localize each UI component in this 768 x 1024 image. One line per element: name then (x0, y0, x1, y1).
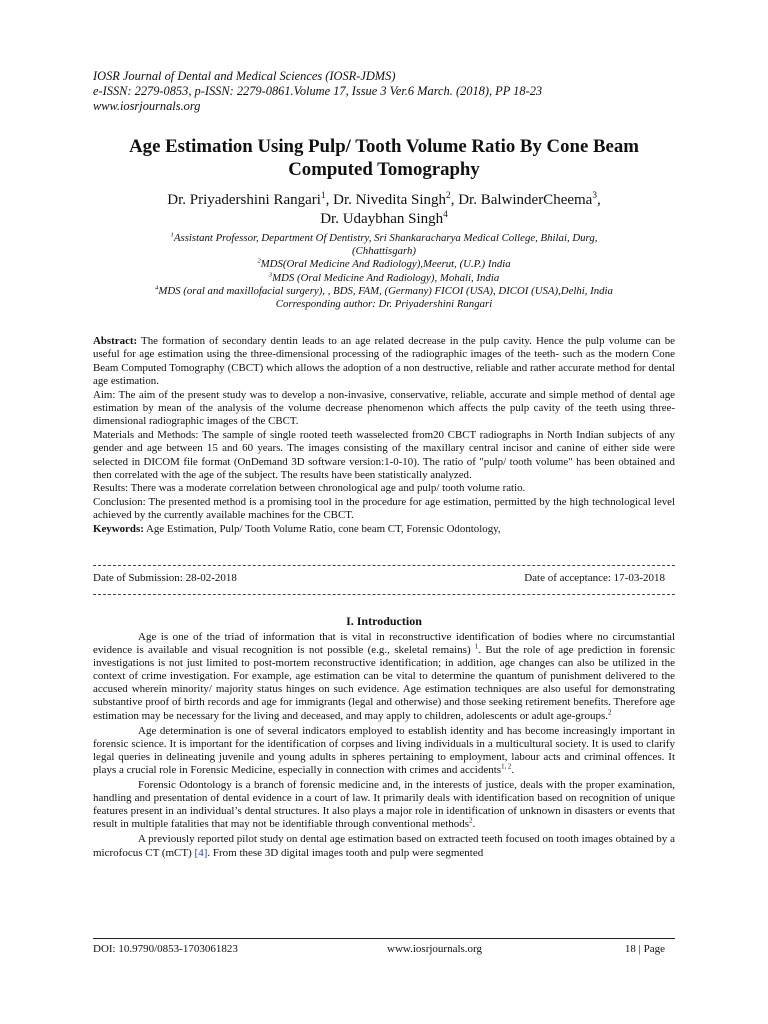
abstract-intro (93, 335, 675, 389)
affiliations (60, 232, 708, 311)
abstract-label: Abstract: (93, 335, 138, 347)
affiliation-1-line-2: (Chhattisgarh) (352, 245, 416, 258)
paragraph-3 (93, 779, 675, 831)
footer-doi: DOI: 10.9790/0853-1703061823 (93, 943, 238, 955)
affiliation-1-sup: 1 (170, 231, 174, 239)
affiliation-1-line-1: Assistant Professor, Department Of Dentistry, Sri Shankaracharya Medical College, Bhilai, Durg, (173, 232, 598, 244)
author-3-sup: 3 (592, 191, 597, 201)
abstract (93, 335, 675, 536)
paragraph-2 (93, 725, 675, 777)
author-4-sup: 4 (443, 210, 448, 220)
affiliation-3-text: MDS (Oral Medicine And Radiology), Mohali, India (272, 271, 500, 284)
reference-link-4[interactable]: [4] (194, 846, 208, 859)
abstract-methods: Materials and Methods: The sample of single rooted teeth wasselected from20 CBCT radiographs in North Indian subjects of any gender and age between 15 and 60 years. The images consisting of the maxillary central incisor and canine of either side were selected in DICOM file format (OnDemand 3D software version:1-0-10). The ratio of "pulp/ tooth volume" has been obtained and then correlated with the age of the subject. The results have been statistically analyzed. (93, 428, 675, 482)
affiliation-1 (60, 232, 708, 245)
paragraph-1 (93, 631, 675, 723)
paragraph-4-text-a: A previously reported pilot study on dental age estimation based on extracted teeth focused on tooth images obtained by a microfocus CT (mCT) (93, 833, 675, 859)
citation-1: 1 (474, 643, 479, 651)
dashed-divider-bottom (93, 594, 675, 595)
paragraph-2-text-a: Age determination is one of several indicators employed to establish identity and has become increasingly important in forensic science. It is important for the identification of corpses and living individuals in a multicultural society. It is used to clarify legal queries in delineating juvenile and young adults in spheres pertaining to employment, labour acts and criminal offences. It plays a crucial role in Forensic Medicine, especially in connection with crimes and accidents (93, 724, 675, 776)
author-separator: , (597, 192, 601, 208)
journal-header (93, 69, 542, 114)
journal-issn: e-ISSN: 2279-0853, p-ISSN: 2279-0861.Volume 17, Issue 3 Ver.6 March. (2018), PP 18-23 (93, 84, 543, 98)
paragraph-1-text-a: Age is one of the triad of information that is vital in reconstructive identification of bodies where no circumstantial evidence is available and visual recognition is not possible (e.g., skeletal remains) (93, 631, 675, 657)
citation-2: 2 (608, 708, 612, 716)
footer-website: www.iosrjournals.org (387, 943, 483, 955)
author-line-2 (60, 210, 708, 229)
title-line-1: Age Estimation Using Pulp/ Tooth Volume Ratio By Cone Beam (129, 136, 639, 157)
paragraph-2-text-b: . (511, 763, 515, 776)
affiliation-4 (60, 285, 708, 298)
title-line-2: Computed Tomography (288, 159, 480, 180)
abstract-aim: Aim: The aim of the present study was to develop a non-invasive, conservative, reliable, accurate and simple method of dental age estimation by mean of the analysis of the volume decrease phenomenon which affects the pulp cavity of the teeth using three-dimensional radiographic images of the CBCT. (93, 388, 675, 428)
paragraph-3-text-b: . (472, 818, 476, 831)
author-line-1 (60, 191, 708, 210)
affiliation-4-text: MDS (oral and maxillofacial surgery), , BDS, FAM, (Germany) FICOI (USA), DICOI (USA),Delhi, India (158, 284, 613, 297)
abstract-conclusion: Conclusion: The presented method is a promising tool in the procedure for age estimation, permitted by the high technological level achieved by the currently available machines for the CBCT. (93, 495, 675, 522)
paragraph-3-text-a: Forensic Odontology is a branch of forensic medicine and, in the interests of justice, deals with the proper examination, handling and presentation of dental evidence in a court of law. It primarily deals with identification based on recognition of unique features present in an individual’s dental structures. It also plays a major role in identification of unknown in disasters or events that result in multiple fatalities that may not be identifiable through conventional methods (93, 779, 675, 831)
corresponding-author: Corresponding author: Dr. Priyadershini Rangari (275, 298, 493, 311)
abstract-keywords (93, 523, 675, 536)
date-of-acceptance: Date of acceptance: 17-03-2018 (524, 572, 665, 584)
abstract-intro-text: The formation of secondary dentin leads to an age related decrease in the pulp cavity. Hence the pulp volume can be useful for age estimation using the three-dimensional processing of the radiographic images of the teeth- such as the modern Cone Beam Computed Tomography (CBCT) which allows the adoption of a non destructive, reliable and rather accurate method for dental age estimation. (93, 335, 675, 388)
section-heading-introduction: I. Introduction (346, 614, 422, 628)
author-2: , Dr. Nivedita Singh (325, 192, 447, 208)
paragraph-4-text-b: . From these 3D digital images tooth and pulp were segmented (207, 846, 484, 859)
author-4: Dr. Udaybhan Singh (320, 211, 444, 227)
author-list (60, 191, 708, 229)
journal-name: IOSR Journal of Dental and Medical Sciences (IOSR-JDMS) (93, 69, 396, 83)
introduction-body (93, 631, 675, 862)
journal-website: www.iosrjournals.org (93, 99, 201, 113)
keywords-text: Age Estimation, Pulp/ Tooth Volume Ratio, cone beam CT, Forensic Odontology, (143, 522, 501, 535)
affiliation-2-sup: 2 (257, 257, 261, 265)
dashed-divider-top (93, 565, 675, 566)
affiliation-2 (60, 258, 708, 271)
author-1: Dr. Priyadershini Rangari (167, 192, 321, 208)
author-3: , Dr. BalwinderCheema (450, 192, 593, 208)
paragraph-4 (93, 833, 675, 859)
paragraph-1-text-b: . But the role of age prediction in forensic investigations is not just limited to post-mortem reconstructive identification; in addition, age changes can also be utilized in the context of crime investigation. For example, age estimation can be vital to determine the quantum of punishment delivered to the accused wherein minority/ majority status hinges on such evidence. Age estimation techniques are also useful for demonstrating substantive proof of birth records and age for immigrants (legal and otherwise) and those seeking retirement benefits. Therefore age estimation may be necessary for the living and deceased, and may apply to children, adolescents or adult age-groups. (93, 644, 675, 722)
paper-title (60, 135, 708, 181)
abstract-results: Results: There was a moderate correlation between chronological age and pulp/ tooth volume ratio. (93, 482, 526, 495)
affiliation-4-sup: 4 (155, 284, 159, 292)
keywords-label: Keywords: (93, 522, 144, 535)
affiliation-3-sup: 3 (268, 271, 273, 279)
author-1-sup: 1 (320, 191, 326, 201)
affiliation-2-text: MDS(Oral Medicine And Radiology),Meerut, (U.P.) India (260, 258, 511, 271)
date-of-submission: Date of Submission: 28-02-2018 (93, 572, 237, 584)
affiliation-3 (60, 272, 708, 285)
citation-4: 2 (469, 817, 473, 825)
footer-rule (93, 938, 675, 939)
author-2-sup: 2 (446, 191, 451, 201)
footer-page-number: 18 | Page (624, 943, 665, 955)
citation-3: 1, 2 (501, 763, 512, 771)
